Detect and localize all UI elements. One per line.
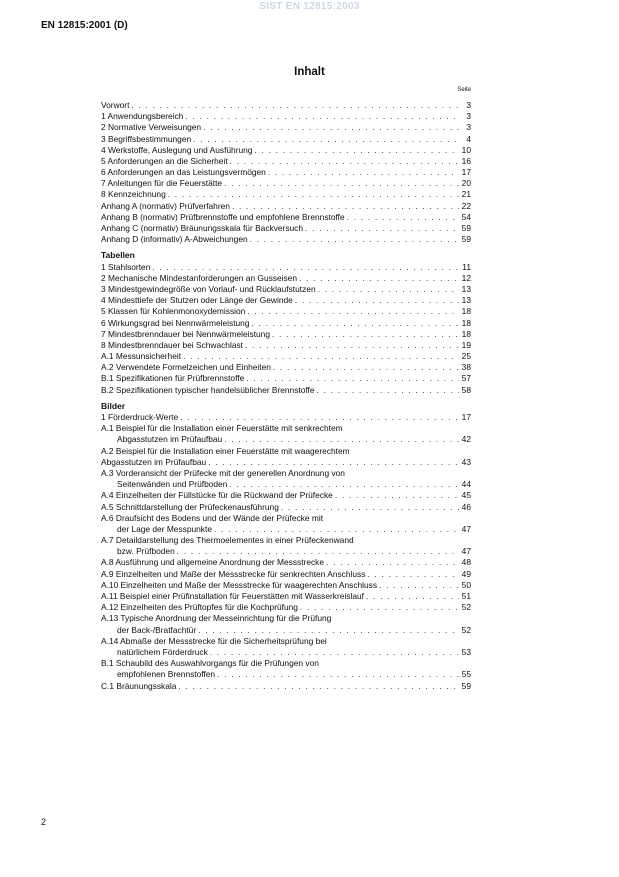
toc-entry-text: Anhang C (normativ) Bräunungsskala für Backversuch	[101, 223, 304, 234]
dot-leader	[131, 100, 459, 111]
toc-entry[interactable]	[101, 167, 471, 178]
dot-leader	[232, 201, 459, 212]
toc-entry-page: 3	[466, 122, 471, 133]
toc-entry[interactable]	[101, 145, 471, 156]
toc-entry-page: 17	[461, 412, 471, 423]
toc-entry-text: Vorwort	[101, 100, 130, 110]
toc-entry-text: A.1 Messunsicherheit	[101, 351, 182, 362]
toc-entry-page: 38	[461, 362, 471, 373]
toc-entry-text: Anhang D (informativ) A-Abweichungen	[101, 234, 248, 245]
toc-entry[interactable]	[101, 223, 471, 234]
toc-entry[interactable]	[101, 306, 471, 317]
toc-entry-text: 2 Normative Verweisungen	[101, 122, 202, 133]
toc-entry-page: 52	[461, 602, 471, 613]
toc-entry[interactable]	[101, 558, 471, 569]
toc-entry-text: Anhang B (normativ) Prüfbrennstoffe und empfohlene Brennstoffe	[101, 211, 345, 222]
toc-entry[interactable]	[101, 318, 471, 329]
toc-entry-page: 48	[461, 557, 471, 568]
toc-entry[interactable]	[101, 524, 471, 535]
toc-entry-text: 4 Werkstoffe, Auslegung und Ausführung	[101, 144, 253, 155]
dot-leader	[183, 351, 459, 362]
toc-entry[interactable]	[101, 647, 471, 658]
toc-entry-text: 3 Mindestgewindegröße von Vorlauf- und Rücklaufstutzen	[101, 284, 316, 294]
seite-label: Seite	[457, 87, 471, 93]
dot-leader	[379, 580, 459, 591]
toc-entry-text: A.3 Vorderansicht der Prüfecke mit der generellen Anordnung von	[101, 468, 345, 478]
toc-entry-page: 21	[461, 189, 471, 200]
toc-entry-text: A.11 Beispiel einer Prüfinstallation für Feuerstätten mit Wasserkreislauf	[101, 591, 364, 602]
toc-entry-page: 55	[461, 669, 471, 680]
watermark: SIST EN 12815:2003	[259, 1, 360, 12]
toc-entry-page: 54	[461, 211, 471, 222]
toc-entry-text: 7 Mindestbrenndauer bei Nennwärmeleistung	[101, 328, 270, 339]
toc-entry[interactable]	[101, 602, 471, 613]
dot-leader	[254, 145, 459, 156]
page-number: 2	[41, 817, 47, 827]
toc-entry[interactable]	[101, 490, 471, 501]
dot-leader	[217, 669, 459, 680]
page-title: Inhalt	[294, 66, 325, 78]
toc-entry-text: A.10 Einzelheiten und Maße der Messstrecke für waagerechten Anschluss	[101, 579, 378, 590]
toc-entry-text: A.5 Schnittdarstellung der Prüfeckenausführung	[101, 501, 279, 512]
dot-leader	[367, 569, 459, 580]
toc-entry[interactable]	[101, 122, 471, 133]
toc-entry-page: 25	[461, 351, 471, 362]
toc-entry-page: 43	[461, 456, 471, 467]
toc-entry-text: 5 Anforderungen an die Sicherheit	[101, 155, 228, 166]
toc-entry-page: 46	[461, 501, 471, 512]
bilder-heading: Bilder	[101, 400, 126, 411]
toc-entry-page: 3	[466, 111, 471, 122]
toc-entry-text: Seitenwänden und Prüfboden	[117, 479, 228, 490]
toc-entry[interactable]	[101, 329, 471, 340]
toc-entry-text: 3 Begriffsbestimmungen	[101, 133, 192, 144]
dot-leader	[268, 167, 459, 178]
toc-entry[interactable]	[101, 212, 471, 223]
toc-entry-page: 16	[461, 155, 471, 166]
dot-leader	[224, 434, 459, 445]
toc-entry-text: Abgasstutzen im Prüfaufbau	[101, 456, 207, 467]
toc-entry-page: 13	[461, 284, 471, 294]
toc-entry-text: 6 Anforderungen an das Leistungsvermögen	[101, 167, 266, 178]
toc-entry[interactable]	[101, 262, 471, 273]
toc-entry-text: A.7 Detaildarstellung des Thermoelementes in einer Prüfeckenwand	[101, 535, 354, 546]
toc-entry-text: 7 Anleitungen für die Feuerstätte	[101, 178, 223, 189]
dot-leader	[185, 111, 459, 122]
dot-leader	[317, 385, 459, 396]
dot-leader	[224, 178, 459, 189]
contents-list	[101, 100, 471, 245]
toc-entry[interactable]	[101, 134, 471, 145]
toc-entry-text: A.13 Typische Anordnung der Messeinrichtung für die Prüfung	[101, 613, 332, 624]
toc-entry-page: 47	[461, 523, 471, 534]
toc-entry-text: 8 Mindestbrenndauer bei Schwachlast	[101, 339, 243, 350]
toc-entry-text: A.2 Beispiel für die Installation einer Feuerstätte mit waagerechtem	[101, 445, 350, 456]
dot-leader	[245, 340, 459, 351]
toc-entry-page: 3	[466, 100, 471, 110]
toc-entry-page: 17	[461, 167, 471, 178]
dot-leader	[281, 502, 459, 513]
toc-entry-text: A.2 Verwendete Formelzeichen und Einheiten	[101, 362, 271, 373]
toc-entry-text: 1 Anwendungsbereich	[101, 111, 184, 122]
dot-leader	[305, 223, 459, 234]
dot-leader	[273, 362, 459, 373]
dot-leader	[300, 602, 459, 613]
dot-leader	[208, 457, 459, 468]
toc-entry-text: C.1 Bräunungsskala	[101, 680, 177, 691]
toc-entry-text: B.2 Spezifikationen typischer handelsüblicher Brennstoffe	[101, 384, 315, 395]
dot-leader	[272, 329, 459, 340]
toc-entry[interactable]	[101, 100, 471, 111]
dot-leader	[366, 591, 459, 602]
document-id: EN 12815:2001 (D)	[41, 20, 128, 31]
toc-entry-page: 57	[461, 373, 471, 384]
toc-entry[interactable]	[101, 362, 471, 373]
toc-entry-text: Anhang A (normativ) Prüfverfahren	[101, 200, 230, 211]
toc-entry-text: der Back-/Bratfachtür	[117, 624, 197, 635]
toc-entry[interactable]	[101, 385, 471, 396]
toc-entry[interactable]	[101, 273, 471, 284]
toc-entry-text: B.1 Spezifikationen für Prüfbrennstoffe	[101, 373, 245, 384]
dot-leader	[177, 546, 459, 557]
toc-entry-page: 59	[461, 680, 471, 691]
toc-entry-page: 58	[461, 384, 471, 395]
toc-entry-page: 44	[461, 479, 471, 490]
toc-entry-page: 42	[461, 434, 471, 445]
toc-entry-page: 4	[466, 133, 471, 144]
dot-leader	[335, 490, 459, 501]
toc-entry-text: Abgasstutzen im Prüfaufbau	[117, 434, 223, 445]
toc-entry-text: natürlichem Förderdruck	[117, 647, 208, 657]
dot-leader	[203, 122, 459, 133]
toc-entry[interactable]	[101, 284, 471, 295]
toc-entry[interactable]	[101, 569, 471, 580]
dot-leader	[152, 262, 459, 273]
toc-entry[interactable]	[101, 502, 471, 513]
toc-entry[interactable]	[101, 434, 471, 445]
toc-entry[interactable]	[101, 201, 471, 212]
dot-leader	[246, 374, 459, 385]
toc-entry-page: 13	[461, 295, 471, 306]
dot-leader	[318, 284, 459, 295]
dot-leader	[326, 558, 459, 569]
toc-entry-text: 5 Klassen für Kohlenmonoxydemission	[101, 306, 246, 317]
toc-entry[interactable]	[101, 625, 471, 636]
toc-entry[interactable]	[101, 178, 471, 189]
toc-entry-text: A.12 Einzelheiten des Prüftopfes für die Kochprüfung	[101, 602, 298, 613]
toc-entry[interactable]	[101, 412, 471, 423]
dot-leader	[347, 212, 459, 223]
toc-entry-text: 1 Förderdruck-Werte	[101, 412, 179, 423]
toc-entry-text: 6 Wirkungsgrad bei Nennwärmeleistung	[101, 317, 250, 328]
toc-entry[interactable]	[101, 374, 471, 385]
dot-leader	[210, 647, 459, 658]
dot-leader	[229, 479, 459, 490]
toc-entry-text: A.4 Einzelheiten der Füllstücke für die Rückwand der Prüfecke	[101, 490, 333, 501]
toc-entry-text: empfohlenen Brennstoffen	[117, 669, 216, 680]
toc-entry-text: 4 Mindesttiefe der Stutzen oder Länge der Gewinde	[101, 295, 293, 306]
toc-entry-text: A.6 Draufsicht des Bodens und der Wände der Prüfecke mit	[101, 512, 324, 523]
toc-entry-text: A.8 Ausführung und allgemeine Anordnung der Messstrecke	[101, 557, 325, 568]
toc-entry[interactable]	[101, 111, 471, 122]
toc-entry-page: 20	[461, 178, 471, 189]
toc-entry-page: 22	[461, 200, 471, 211]
dot-leader	[198, 625, 459, 636]
toc-entry-text: B.1 Schaubild des Auswahlvorgangs für die Prüfungen von	[101, 658, 319, 669]
bilder-list	[101, 412, 471, 692]
toc-entry-page: 53	[461, 647, 471, 657]
toc-entry[interactable]	[101, 295, 471, 306]
dot-leader	[180, 412, 459, 423]
toc-entry[interactable]	[101, 156, 471, 167]
tabellen-heading: Tabellen	[101, 250, 135, 261]
toc-entry-page: 59	[461, 234, 471, 245]
toc-entry-page: 12	[461, 272, 471, 283]
tabellen-list	[101, 262, 471, 396]
toc-entry-page: 18	[461, 317, 471, 328]
toc-entry-page: 50	[461, 579, 471, 590]
dot-leader	[252, 318, 460, 329]
dot-leader	[299, 273, 459, 284]
table-of-contents	[101, 100, 471, 692]
toc-entry[interactable]	[101, 234, 471, 245]
toc-entry-text: der Lage der Messpunkte	[117, 523, 212, 534]
toc-entry[interactable]	[101, 546, 471, 557]
toc-entry[interactable]	[101, 591, 471, 602]
dot-leader	[214, 524, 459, 535]
toc-entry[interactable]	[101, 669, 471, 680]
dot-leader	[250, 234, 459, 245]
toc-entry-text: 2 Mechanische Mindestanforderungen an Gusseisen	[101, 272, 298, 283]
toc-entry-text: A.9 Einzelheiten und Maße der Messstrecke für senkrechten Anschluss	[101, 568, 366, 579]
toc-entry-page: 49	[461, 568, 471, 579]
toc-entry[interactable]	[101, 580, 471, 591]
toc-entry[interactable]	[101, 351, 471, 362]
dot-leader	[230, 156, 459, 167]
toc-entry-page: 51	[461, 591, 471, 602]
toc-entry-page: 11	[462, 261, 471, 272]
toc-entry[interactable]	[101, 190, 471, 201]
toc-entry-page: 59	[461, 223, 471, 234]
toc-entry[interactable]	[101, 457, 471, 468]
toc-entry-text: bzw. Prüfboden	[117, 546, 175, 557]
toc-entry-page: 18	[461, 328, 471, 339]
toc-entry-page: 19	[461, 339, 471, 350]
toc-entry-text: A.1 Beispiel für die Installation einer Feuerstätte mit senkrechtem	[101, 423, 343, 434]
dot-leader	[178, 681, 459, 692]
dot-leader	[168, 190, 459, 201]
toc-entry-page: 45	[461, 490, 471, 501]
dot-leader	[193, 134, 459, 145]
toc-entry-text: 1 Stahlsorten	[101, 261, 151, 272]
toc-entry-page: 10	[461, 144, 471, 155]
toc-entry-page: 18	[461, 306, 471, 317]
toc-entry-text: A.14 Abmaße der Messstrecke für die Sicherheitsprüfung bei	[101, 635, 327, 646]
toc-entry[interactable]	[101, 340, 471, 351]
dot-leader	[295, 295, 459, 306]
toc-entry-text: 8 Kennzeichnung	[101, 189, 166, 200]
toc-entry-page: 52	[461, 624, 471, 635]
toc-entry[interactable]	[101, 681, 471, 692]
toc-entry[interactable]	[101, 479, 471, 490]
dot-leader	[247, 306, 459, 317]
toc-entry-page: 47	[461, 546, 471, 557]
